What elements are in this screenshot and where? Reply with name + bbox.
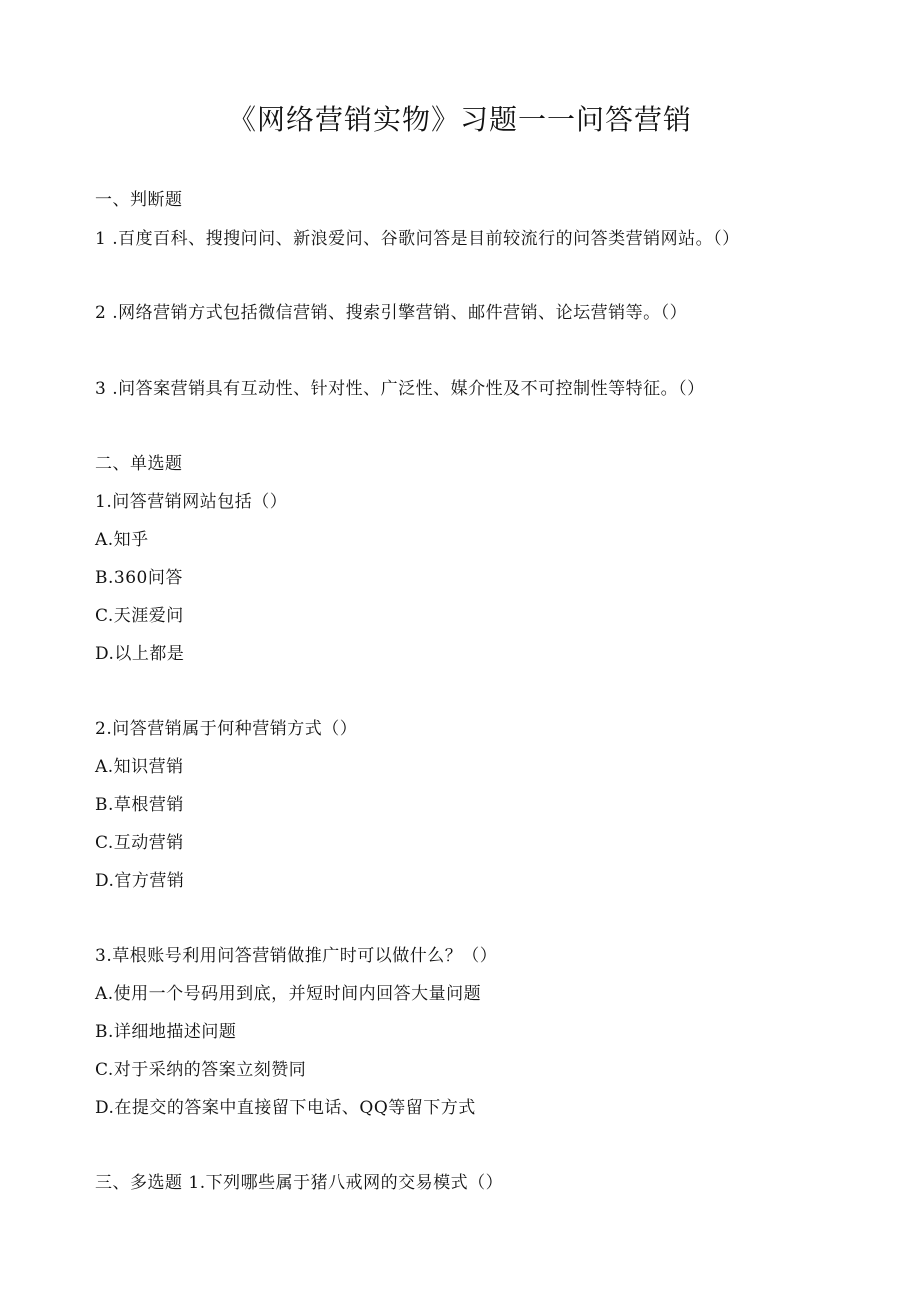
single-question-3-stem: 3.草根账号利用问答营销做推广时可以做什么？（） <box>95 946 498 966</box>
single-question-1-stem: 1.问答营销网站包括（） <box>95 492 288 512</box>
judge-question-3: 3 .问答案营销具有互动性、针对性、广泛性、媒介性及不可控制性等特征。（） <box>95 379 705 399</box>
section-heading-single: 二、单选题 <box>95 454 183 474</box>
single-question-2-stem: 2.问答营销属于何种营销方式（） <box>95 719 358 739</box>
single-question-1-option-b: B.360问答 <box>95 568 183 588</box>
single-question-3-option-a: A.使用一个号码用到底，并短时间内回答大量问题 <box>95 984 482 1004</box>
single-question-3-option-c: C.对于采纳的答案立刻赞同 <box>95 1060 307 1080</box>
single-question-3-option-b: B.详细地描述问题 <box>95 1022 237 1042</box>
single-question-2-option-a: A.知识营销 <box>95 757 184 777</box>
single-question-2-option-c: C.互动营销 <box>95 833 184 853</box>
single-question-2-option-b: B.草根营销 <box>95 795 184 815</box>
section-heading-judge: 一、判断题 <box>95 190 183 210</box>
judge-question-2: 2 .网络营销方式包括微信营销、搜索引擎营销、邮件营销、论坛营销等。（） <box>95 303 688 323</box>
judge-question-1: 1 .百度百科、搜搜问问、新浪爱问、谷歌问答是目前较流行的问答类营销网站。（） <box>95 229 740 249</box>
single-question-1-option-c: C.天涯爱问 <box>95 606 184 626</box>
document-title: 《网络营销实物》习题一一问答营销 <box>227 103 692 136</box>
single-question-1-option-d: D.以上都是 <box>95 644 185 664</box>
single-question-3-option-d: D.在提交的答案中直接留下电话、QQ等留下方式 <box>95 1098 476 1118</box>
section-heading-multi: 三、多选题 1.下列哪些属于猪八戒网的交易模式（） <box>95 1173 504 1193</box>
single-question-1-option-a: A.知乎 <box>95 530 149 550</box>
single-question-2-option-d: D.官方营销 <box>95 871 185 891</box>
